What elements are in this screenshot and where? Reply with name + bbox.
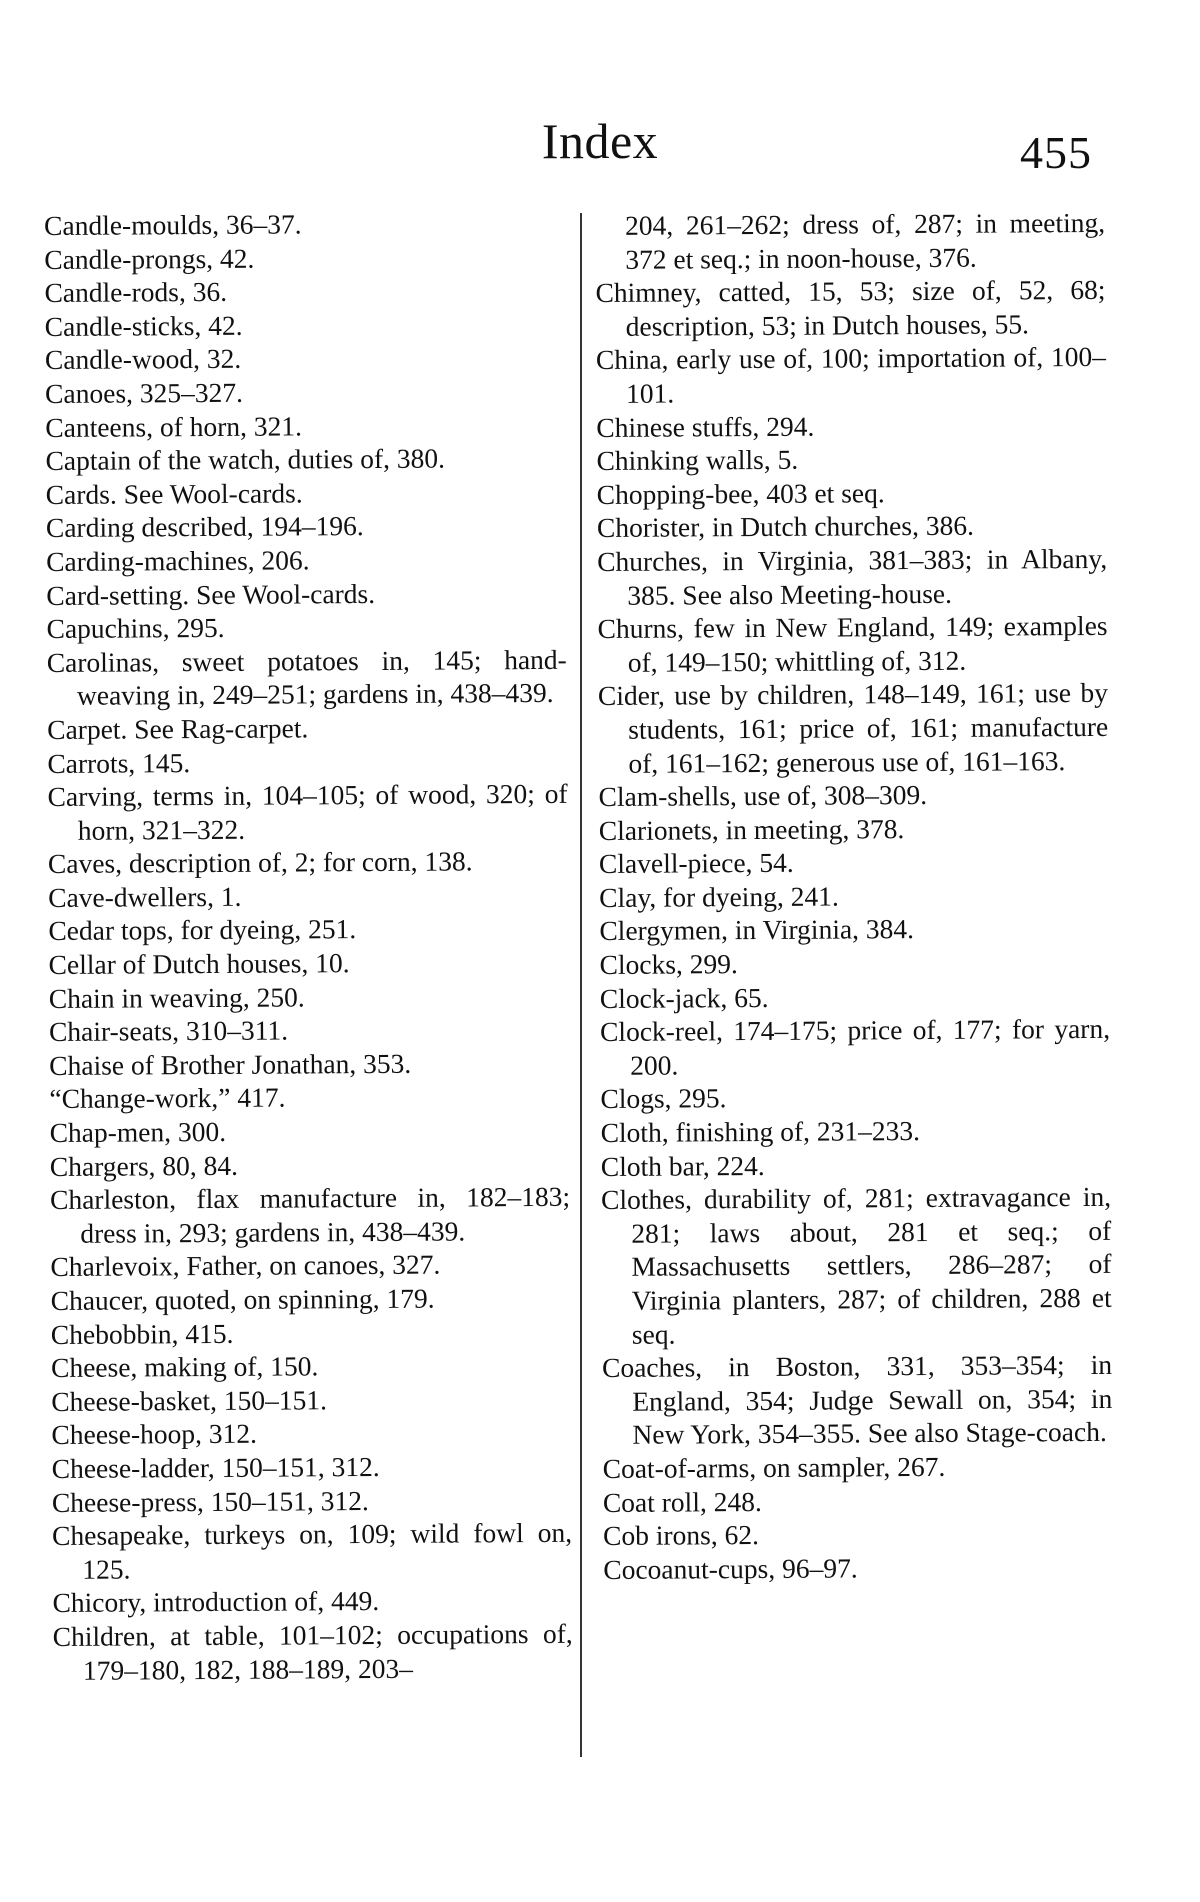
index-entry: Cheese, making of, 150. (50, 1350, 319, 1384)
index-entry: Capuchins, 295. (46, 612, 225, 645)
index-entry: Caves, description of, 2; for corn, 138. (47, 845, 473, 880)
index-entry: Cave-dwellers, 1. (48, 880, 242, 913)
index-entry: Carrots, 145. (47, 746, 191, 779)
index-entry: Charlevoix, Father, on canoes, 327. (50, 1249, 441, 1283)
page-title: Index (541, 113, 659, 169)
index-entry: Cheese-ladder, 150–151, 312. (51, 1450, 380, 1484)
index-entry: Cider, use by children, 148–149, 161; use by students, 161; price of, 161; manufacture of, 161–162; generous use of, 161–163. (597, 677, 1109, 779)
index-entry: Clock-jack, 65. (599, 981, 769, 1014)
index-entry: Cheese-hoop, 312. (51, 1418, 258, 1451)
index-entry: Carpet. See Rag-carpet. (47, 712, 309, 745)
index-entry: Chesapeake, turkeys on, 109; wild fowl on, 125. (52, 1516, 573, 1585)
index-entry: Clothes, durability of, 281; extravagance in, 281; laws about, 281 et seq.; of Massachusetts settlers, 286–287; of Virginia planters, 287; of children, 288 et seq. (600, 1181, 1112, 1350)
index-entry: Chain in weaving, 250. (48, 981, 305, 1014)
index-entry: Clocks, 299. (599, 948, 738, 981)
index-entry: Cards. See Wool-cards. (45, 477, 303, 510)
index-entry: Clock-reel, 174–175; price of, 177; for yarn, 200. (599, 1013, 1111, 1081)
index-entry: Canteens, of horn, 321. (45, 409, 303, 443)
index-entry: Captain of the watch, duties of, 380. (45, 442, 446, 477)
index-entry: Churches, in Virginia, 381–383; in Albany, 385. See also Meeting-house. (597, 542, 1108, 611)
index-entry: Chicory, introduction of, 449. (52, 1585, 380, 1619)
index-entry: Candle-rods, 36. (44, 276, 228, 309)
column-divider (580, 213, 582, 1757)
index-entry: Chinking walls, 5. (596, 443, 799, 477)
index-entry: Cellar of Dutch houses, 10. (48, 947, 350, 981)
right-column (595, 206, 1113, 1586)
index-entry: Candle-sticks, 42. (44, 309, 243, 342)
index-entry: Clavell-piece, 54. (598, 847, 794, 880)
index-entry: Carding described, 194–196. (45, 510, 364, 544)
index-entry: Coat-of-arms, on sampler, 267. (602, 1450, 946, 1484)
index-entry: Cheese-basket, 150–151. (51, 1384, 328, 1417)
index-entry: Cheese-press, 150–151, 312. (51, 1484, 369, 1518)
index-entry: Cloth, finishing of, 231–233. (600, 1115, 921, 1149)
index-entry: Carolinas, sweet potatoes in, 145; hand-weaving in, 249–251; gardens in, 438–439. (46, 643, 567, 712)
index-entry: Chaucer, quoted, on spinning, 179. (50, 1282, 435, 1316)
index-entry: Chinese stuffs, 294. (596, 410, 815, 443)
index-entry: Charleston, flax manufacture in, 182–183; dress in, 293; gardens in, 438–439. (49, 1181, 571, 1249)
index-entry: Card-setting. See Wool-cards. (46, 577, 376, 611)
index-entry: Cedar tops, for dyeing, 251. (48, 913, 357, 947)
index-entry: Clam-shells, use of, 308–309. (598, 779, 928, 813)
index-entry: Coat roll, 248. (602, 1485, 762, 1518)
index-entry: Churns, few in New England, 149; examples of, 149–150; whittling of, 312. (597, 610, 1108, 678)
index-entry: Chorister, in Dutch churches, 386. (596, 510, 974, 544)
left-column (44, 206, 573, 1687)
index-entry: Coaches, in Boston, 331, 353–354; in England, 354; Judge Sewall on, 354; in New York, 354–355. See also Stage-coach. (601, 1349, 1113, 1451)
index-entry: Clergymen, in Virginia, 384. (599, 913, 915, 947)
index-entry: Chebobbin, 415. (50, 1317, 234, 1350)
index-entry: Carding-machines, 206. (46, 544, 310, 577)
index-entry: Clarionets, in meeting, 378. (598, 812, 905, 846)
page-number: 455 (1020, 127, 1092, 178)
index-entry-continued: 204, 261–262; dress of, 287; in meeting, 372 et seq.; in noon-house, 376. (625, 206, 1106, 275)
index-entry: Clay, for dyeing, 241. (599, 880, 839, 913)
index-entry: Candle-prongs, 42. (44, 242, 255, 275)
index-entry: China, early use of, 100; importation of, 100–101. (595, 341, 1107, 409)
index-entry: Chopping-bee, 403 et seq. (596, 476, 885, 510)
index-entry: Chimney, catted, 15, 53; size of, 52, 68; description, 53; in Dutch houses, 55. (595, 274, 1106, 342)
index-entry: Cocoanut-cups, 96–97. (603, 1552, 858, 1585)
index-entry: Canoes, 325–327. (45, 376, 244, 409)
index-entry: “Change-work,” 417. (49, 1081, 286, 1115)
index-entry: Carving, terms in, 104–105; of wood, 320; of horn, 321–322. (47, 777, 568, 846)
index-entry: Chargers, 80, 84. (49, 1149, 239, 1182)
index-entry: Candle-wood, 32. (44, 343, 242, 376)
index-entry: Chaise of Brother Jonathan, 353. (49, 1047, 412, 1081)
index-entry: Cob irons, 62. (603, 1519, 760, 1552)
index-entry: Children, at table, 101–102; occupations of, 179–180, 182, 188–189, 203– (52, 1617, 573, 1686)
index-entry: Candle-moulds, 36–37. (44, 208, 302, 241)
index-entry: Clogs, 295. (600, 1082, 727, 1115)
index-entry: Chap-men, 300. (49, 1115, 227, 1149)
index-entry: Cloth bar, 224. (600, 1149, 765, 1182)
index-entry: Chair-seats, 310–311. (48, 1014, 289, 1048)
